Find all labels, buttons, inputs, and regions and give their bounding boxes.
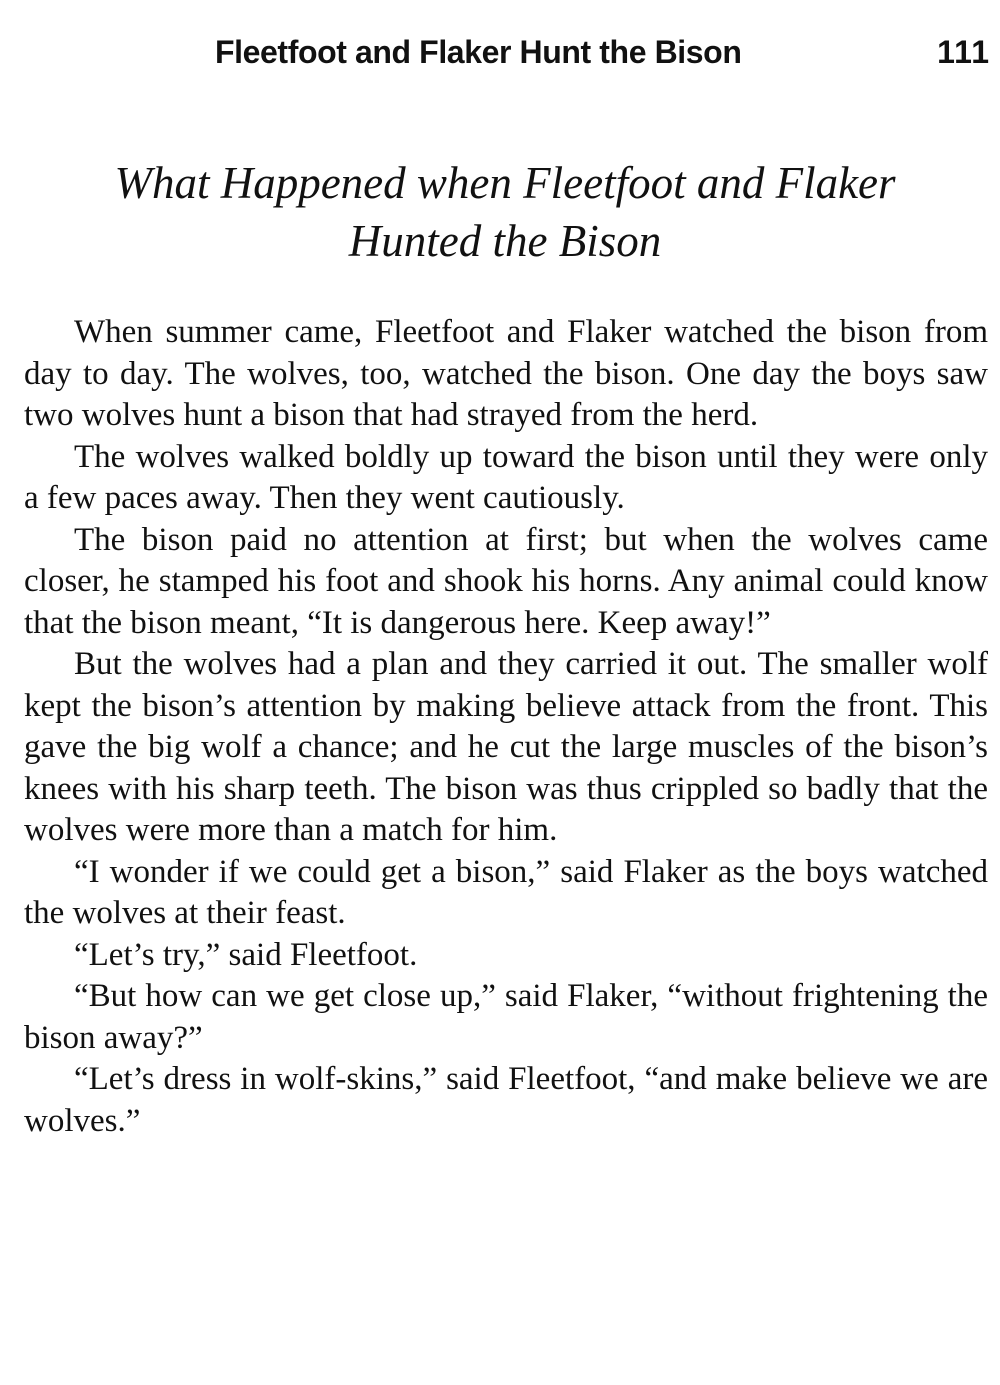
chapter-title-line-1: What Happened when Fleetfoot and Flaker bbox=[114, 158, 896, 208]
paragraph-5: “I wonder if we could get a bison,” said Flaker as the boys watched the wolves at their feast. bbox=[24, 853, 988, 931]
running-title: Fleetfoot and Flaker Hunt the Bison bbox=[215, 34, 742, 70]
paragraph-8: “Let’s dress in wolf-skins,” said Fleetfoot, “and make believe we are wolves.” bbox=[24, 1061, 988, 1139]
paragraph-2: The wolves walked boldly up toward the bison until they were only a few paces away. Then they went cautiously. bbox=[24, 438, 988, 516]
running-head bbox=[215, 30, 990, 74]
paragraph-3: The bison paid no attention at first; but when the wolves came closer, he stamped his foot and shook his horns. Any animal could know that the bison meant, “It is dangerous here. Keep away!” bbox=[24, 521, 988, 641]
paragraph-1: When summer came, Fleetfoot and Flaker watched the bison from day to day. The wolves, too, watched the bison. One day the boys saw two wolves hunt a bison that had strayed from the herd. bbox=[24, 314, 988, 433]
chapter-title bbox=[20, 154, 990, 270]
paragraph-4: But the wolves had a plan and they carried it out. The smaller wolf kept the bison’s attention by making believe attack from the front. This gave the big wolf a chance; and he cut the large muscles of the bison’s knees with his sharp teeth. The bison was thus crippled so badly that the wolves were more than a match for him. bbox=[24, 646, 988, 848]
paragraph-7: “But how can we get close up,” said Flaker, “without frightening the bison away?” bbox=[24, 978, 988, 1056]
page-number: 111 bbox=[937, 34, 990, 70]
chapter-title-line-2: Hunted the Bison bbox=[348, 216, 662, 266]
body-text bbox=[24, 312, 988, 1142]
paragraph-6: “Let’s try,” said Fleetfoot. bbox=[74, 936, 418, 973]
